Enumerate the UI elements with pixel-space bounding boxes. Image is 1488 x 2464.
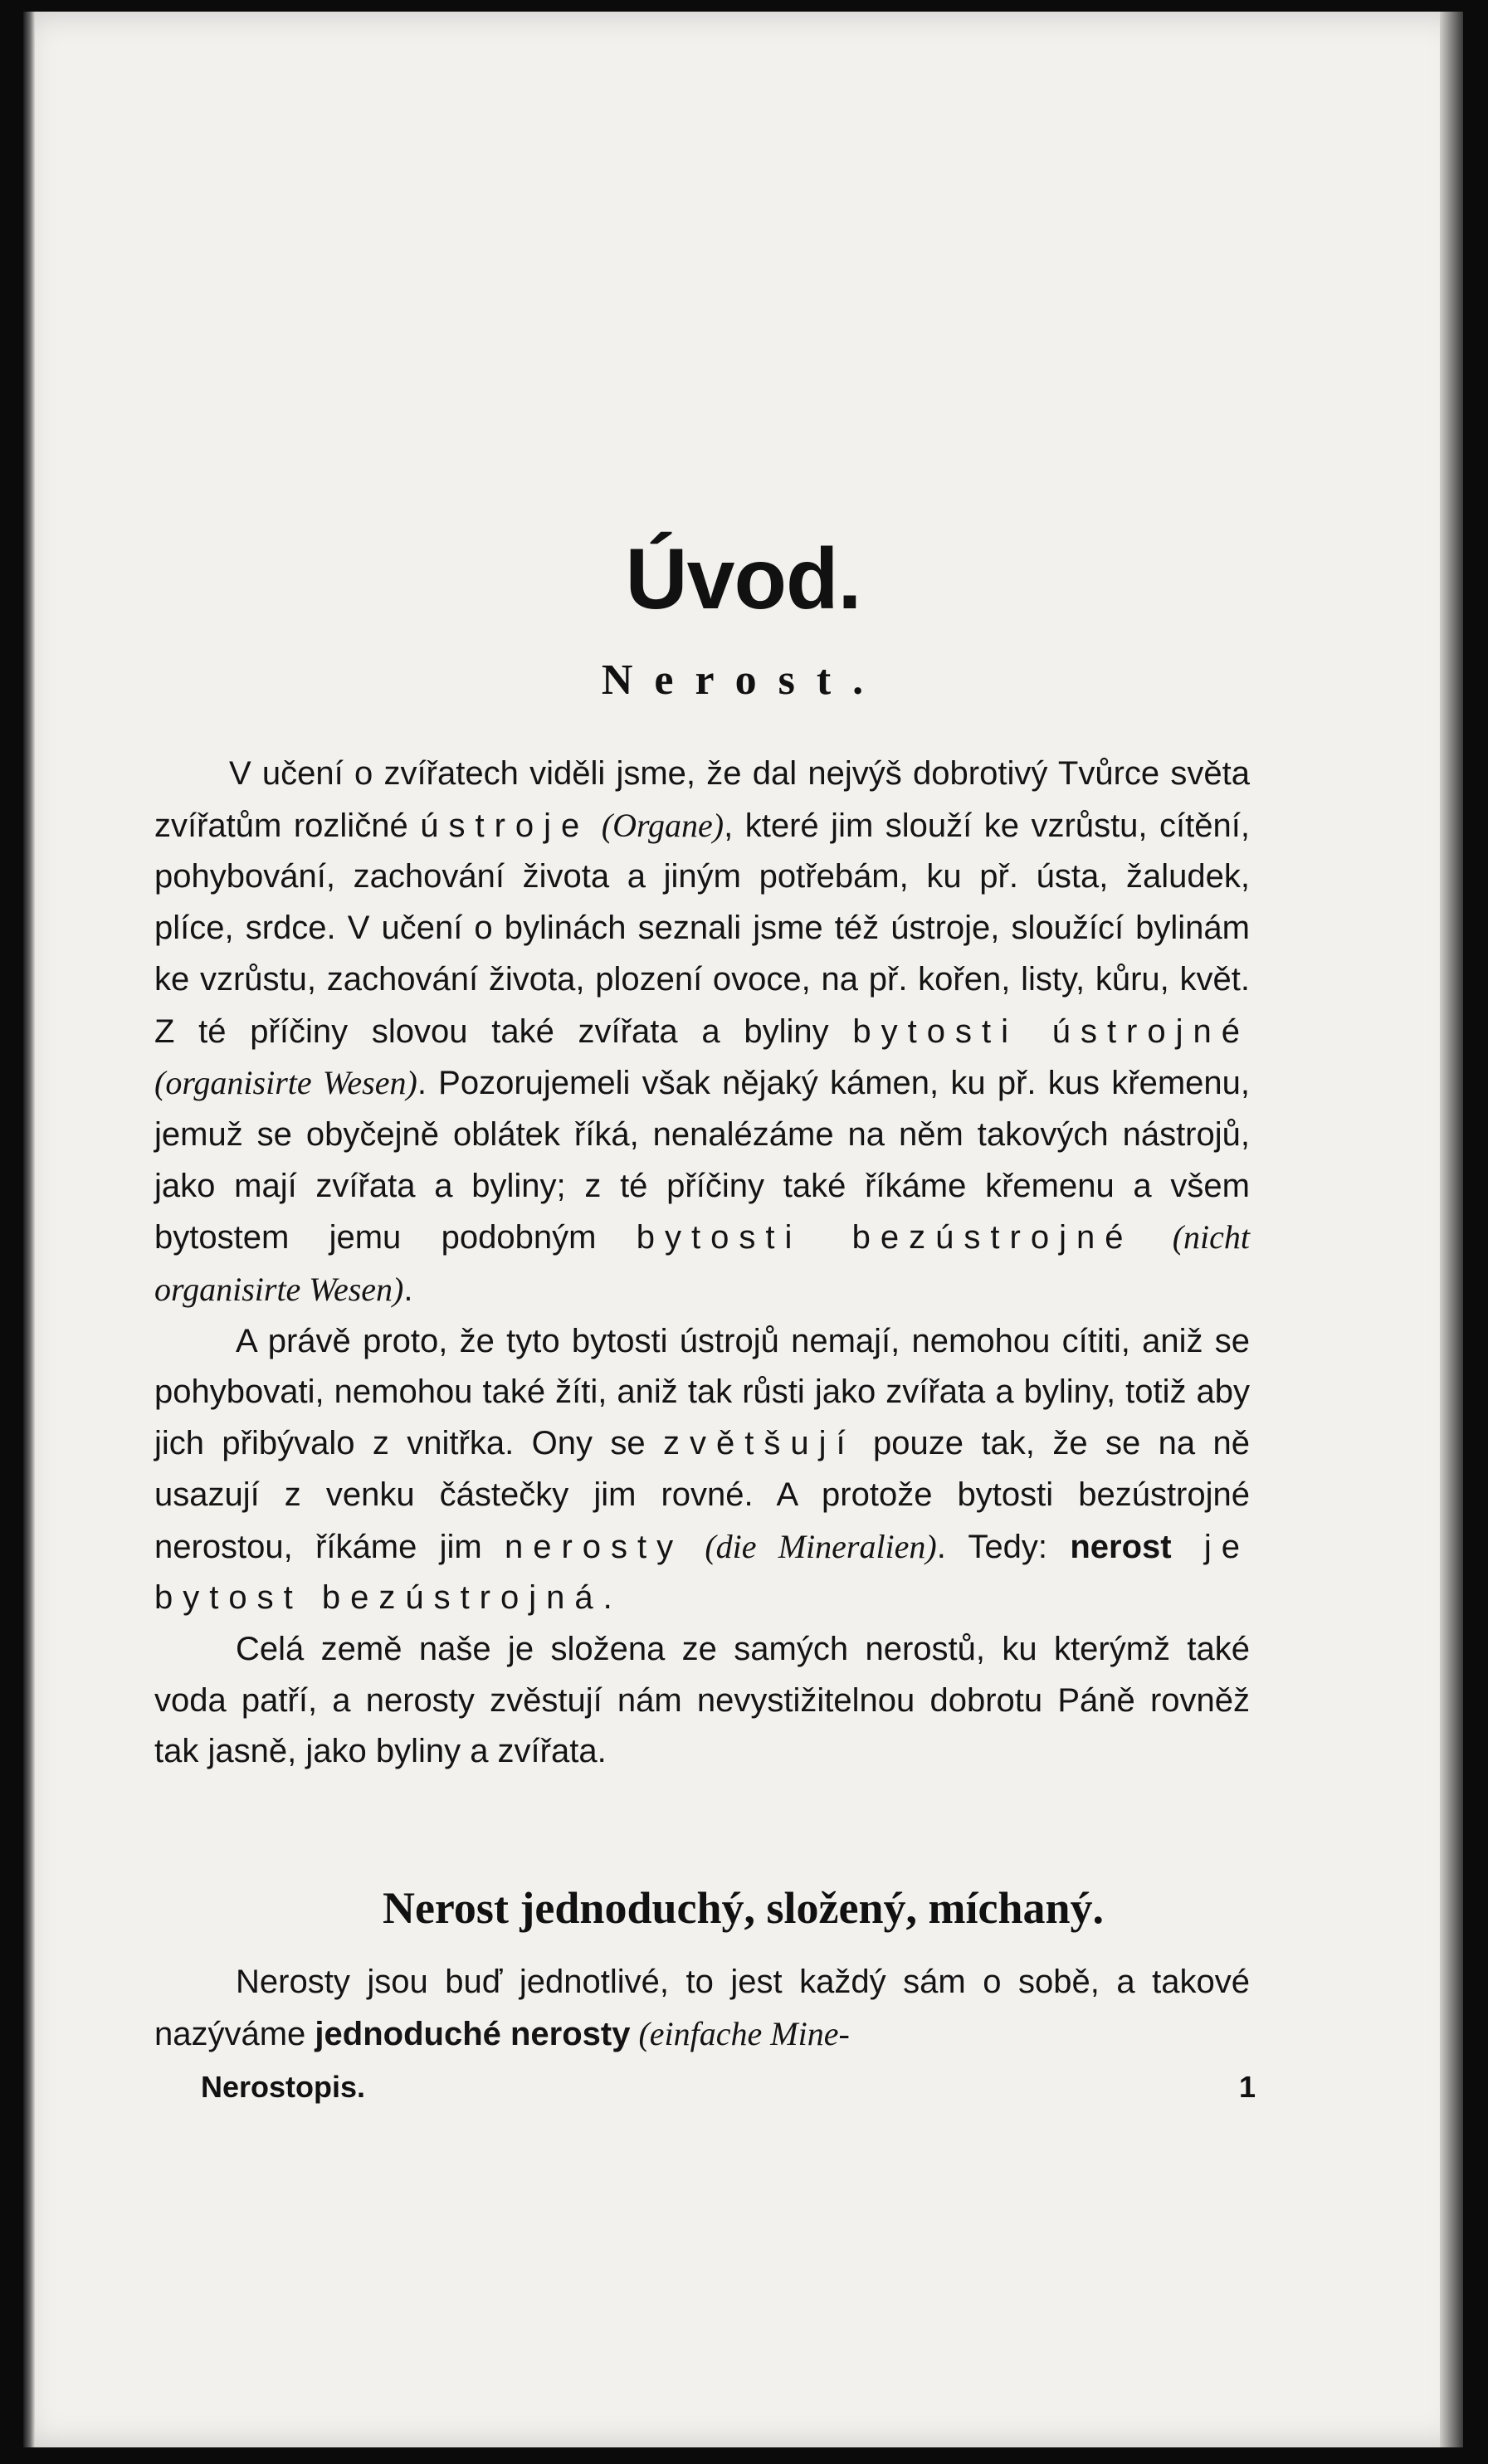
section-heading: Nerost jednoduchý, složený, míchaný.	[382, 1883, 1105, 1933]
german-term: (die Mineralien)	[683, 1527, 937, 1565]
german-term: (einfache Mine-	[630, 2014, 850, 2052]
spaced-term: nerosty	[504, 1528, 684, 1565]
text-run: Nerosty jsou buď jednotlivé, to jest každý sám o sobě, a takové nazýváme	[154, 1964, 1250, 2052]
body-text-section-1	[154, 749, 1250, 1778]
text-run: .	[403, 1271, 413, 1309]
page-title: Úvod.	[625, 531, 861, 627]
text-run: . Tedy:	[936, 1528, 1071, 1565]
page-footer	[201, 2070, 1256, 2105]
paragraph-3: Celá země naše je složena ze samých nerostů, ku kterýmž také voda patří, a nerosty zvěstují nám nevystižitelnou dobrotu Páně rovněž tak jasně, jako byliny a zvířata.	[154, 1630, 1250, 1770]
text-run: , které jim slouží ke vzrůstu, cítění, pohybování, zachování života a jiným potřebám, ku př. ústa, žaludek, plíce, srdce. V učení o bylinách seznali jsme též ústroje, sloužící bylinám ke vzrůstu, zachování života, plození ovoce, na př. kořen, listy, kůru, květ. Z té příčiny slovou také zvířata a byliny	[154, 807, 1250, 1050]
bold-term: jednoduché nerosty	[315, 2015, 631, 2052]
running-title: Nerostopis.	[201, 2070, 366, 2104]
bold-term: nerost	[1070, 1528, 1172, 1565]
paragraph-2	[154, 1316, 1250, 1624]
text-run	[589, 808, 602, 844]
text-run: V učení o zvířatech viděli jsme, že dal nejvýš dobrotivý Tvůrce světa zvířatům rozličné	[154, 755, 1250, 844]
spaced-term: ústroje	[420, 807, 590, 844]
text-run: pouze tak, že se na ně usazují z venku částečky jim rovné. A protože bytosti bezústrojné nerostou, říkáme jim	[154, 1425, 1250, 1565]
chapter-subtitle: Nerost.	[601, 656, 885, 704]
paragraph-4	[154, 1957, 1250, 2060]
text-run: A právě proto, že tyto bytosti ústrojů nemají, nemohou cítiti, aniž se pohybovati, nemohou také žíti, aniž tak růsti jako zvířata a byliny, totiž aby jich přibývalo z vnitřka. Ony se	[154, 1322, 1250, 1462]
text-run: . Pozorujemeli však nějaký kámen, ku př. kus křemenu, jemuž se obyčejně oblátek říká, nenalézáme na něm takových nástrojů, jako mají zvířata a byliny; z té příčiny také říkáme křemenu a všem bytostem jemu podobným	[154, 1065, 1251, 1256]
book-page	[23, 12, 1463, 2447]
spaced-term: zvětšují	[663, 1425, 856, 1462]
german-term: (nicht organisirte Wesen)	[154, 1218, 1250, 1309]
spaced-term: je bytost bezústrojná	[154, 1528, 1250, 1617]
spaced-term: bytosti ústrojné	[852, 1012, 1250, 1050]
page-edge	[1440, 12, 1463, 2447]
german-term: (organisirte Wesen)	[154, 1064, 417, 1102]
page-gutter	[23, 12, 35, 2447]
german-term: (Organe)	[601, 806, 724, 844]
page-number: 1	[1238, 2070, 1256, 2104]
paragraph-1	[154, 749, 1250, 1316]
spaced-term: bytosti bezústrojné	[636, 1219, 1134, 1256]
body-text-section-2	[154, 1957, 1250, 2060]
text-run: .	[603, 1579, 612, 1617]
